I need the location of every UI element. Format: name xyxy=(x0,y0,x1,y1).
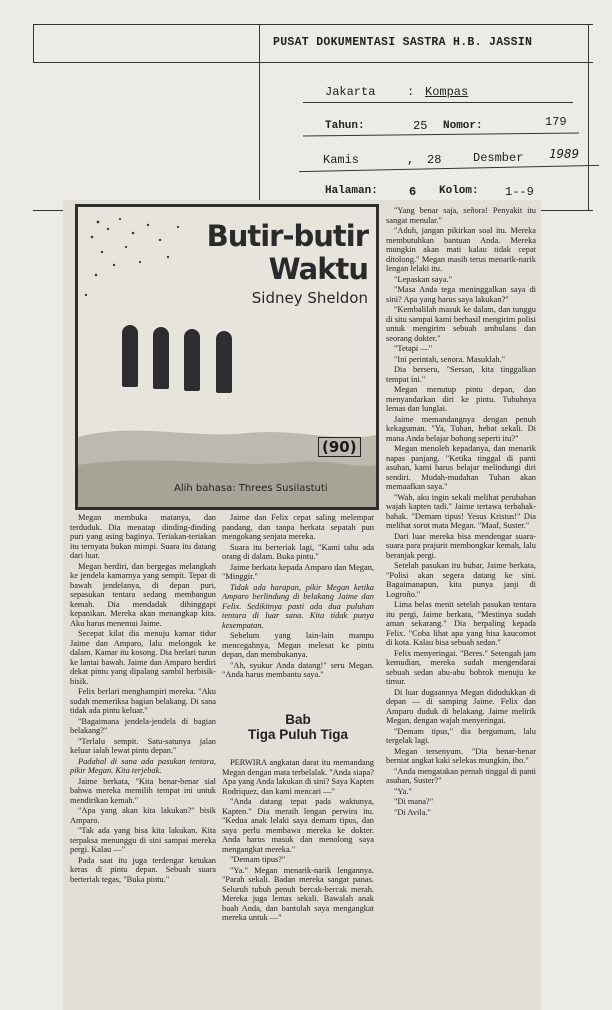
city-label: Jakarta xyxy=(325,85,376,99)
paragraph: Setelah pasukan itu bubar, Jaime berkata, "Polisi akan segera datang ke sini. Bagaimanapun, kita punya janji di Logroño." xyxy=(386,561,536,599)
text-column-2 xyxy=(222,513,374,705)
nomor-label: Nomor: xyxy=(443,120,483,132)
kolom-value: 1--9 xyxy=(505,185,534,199)
serial-title-line1: Butir-butir xyxy=(206,219,368,253)
paragraph: "Ah, syukur Anda datang!" seru Megan. "Anda harus membantu saya." xyxy=(222,660,374,679)
paragraph: "Wah, aku ingin sekali melihat perubahan wajah kapten tadi." Jaime tertawa terbahak-bahak. "Demam tipus! Yesus Kristus!" Dia melihat sorot mata Megan. "Maaf, Suster." xyxy=(386,492,536,530)
form-border xyxy=(259,24,260,210)
paragraph: "Kembalilah masuk ke dalam, dan tunggu di situ sampai kami berhasil mengirim polisi untuk mengirim sebuah ambulans dan seorang dokter." xyxy=(386,305,536,343)
paragraph: Sebelum yang lain-lain mampu mencegahnya, Megan melesat ke pintu depan, dan membukanya. xyxy=(222,631,374,659)
paragraph: "Demam tipus," dia bergumam, lalu tergelak lagi. xyxy=(386,726,536,745)
figure-silhouette xyxy=(216,331,232,393)
figure-silhouette xyxy=(153,327,169,389)
paragraph: "Di Avila." xyxy=(394,807,431,817)
figure-silhouette xyxy=(184,329,200,391)
paragraph: Tidak ada harapan, pikir Megan ketika Amparo berlindung di belakang Jaime dan Felix. Sedikitnya pasti ada dua puluhan tentara di luar sana. Kita tidak punya kesempatan. xyxy=(222,582,374,630)
paragraph: Lima belas menit setelah pasukan tentara itu pergi, Jaime berkata, "Mestinya sudah aman sekarang." Dia berpaling kepada Felix. "Coba lihat apa yang bisa kaucomot di kota. Kalau bisa sebuah sedan." xyxy=(386,600,536,647)
kolom-label: Kolom: xyxy=(439,185,479,197)
date-month: Desmber xyxy=(473,151,524,165)
text-column-2-continued xyxy=(222,758,374,1008)
paragraph: Megan berdiri, dan bergegas melangkah ke jendela kamarnya yang sempit. Tepat di bawah jendelanya, di depan puri, sepasukan tentara sedang membangun kemah. Dia mendadak dihinggapi kepanikan. Mereka akan menangkap kita. Aku harus menemui Jaime. xyxy=(70,561,216,628)
form-rule xyxy=(33,24,593,25)
form-rule xyxy=(33,62,593,63)
paragraph: "Anda mengatakan pernah tinggal di panti asuhan, Suster?" xyxy=(386,766,536,785)
paragraph: Padahal di sana ada pasukan tentara, pikir Megan. Kita terjebak. xyxy=(70,756,216,775)
paragraph: Megan menutup pintu depan, dan menyandarkan diri ke pintu. Tubuhnya lemas dan lunglai. xyxy=(386,385,536,413)
paragraph: Dari luar mereka bisa mendengar suara-suara para prajurit membongkar kemah, lalu beranjak pergi. xyxy=(386,531,536,560)
paragraph: PERWIRA angkatan darat itu memandang Megan dengan mata terbelalak. "Anda siapa? Apa yang Anda lakukan di sini? Saya Kapten Rodriquez, dan kami mencari —" xyxy=(222,758,374,796)
city-separator: : xyxy=(407,85,415,99)
paragraph: Jaime dan Felix cepat saling melempar pandang, dan tanpa berkata sepatah pun mengokang senjata mereka. xyxy=(222,513,374,541)
form-underline xyxy=(303,133,579,137)
paragraph: "Tak ada yang bisa kita lakukan. Kita terpaksa menunggu di sini sampai mereka pergi. Kalau —" xyxy=(70,826,216,854)
paragraph: "Demam tipus?" xyxy=(230,855,286,864)
paragraph: "Di mana?" xyxy=(394,797,434,806)
paragraph: Dia berseru, "Sersan, kita tinggalkan tempat ini." xyxy=(386,365,536,384)
form-underline xyxy=(303,102,573,103)
nomor-value: 179 xyxy=(545,115,567,129)
paragraph: Megan tersenyum. "Dia benar-benar berniat angkat kaki selekas mungkin, iho." xyxy=(386,746,536,765)
newspaper-name: Kompas xyxy=(425,85,469,99)
paragraph: "Ya." Megan menarik-narik lengannya. "Parah sekali. Badan mereka sangat panas. Seluruh tubuh penuh bercak-bercak merah. Mereka juga lemas sekali. Bawalah anak buah Anda, dan bantulah saya mengangkat mereka untuk —" xyxy=(222,865,374,922)
date-year: 1989 xyxy=(549,146,580,161)
tahun-value: 25 xyxy=(413,119,428,133)
paragraph: "Anda datang tepat pada waktunya, Kapten." Dia meraih lengan perwira itu. "Kedua anak lelaki saya demam tipus, dan saya perlu membawa mereka ke dokter. Anda harus masuk dan menolong saya mengangkat mereka." xyxy=(222,797,374,854)
paragraph: "Apa yang akan kita lakukan?" bisik Amparo. xyxy=(70,806,216,825)
documentation-form xyxy=(33,22,593,214)
figure-silhouette xyxy=(122,325,138,387)
text-column-3 xyxy=(386,206,536,1008)
paragraph: Jaime berkata kepada Amparo dan Megan, "Minggir." xyxy=(222,562,374,581)
halaman-label: Halaman: xyxy=(325,185,378,197)
halaman-value: 6 xyxy=(409,185,417,199)
paragraph: Suara itu berteriak lagi, "Kami tahu ada orang di dalam. Buka pintu." xyxy=(222,542,374,561)
paragraph: "Yang benar saja, señora! Penyakit itu sangat menular." xyxy=(386,206,536,225)
paragraph: "Lepaskan saya." xyxy=(394,274,452,284)
tahun-label: Tahun: xyxy=(325,120,365,132)
translator-credit: Alih bahasa: Threes Susilastuti xyxy=(174,483,328,494)
serial-title-line2: Waktu xyxy=(268,252,368,286)
serial-author: Sidney Sheldon xyxy=(251,289,368,307)
serial-banner xyxy=(75,204,379,510)
paragraph: Pada saat itu juga terdengar ketukan keras di pintu depan. Sebuah suara berteriak tegas, "Buka pintu." xyxy=(70,855,216,884)
paragraph: "Bagaimana jendela-jendela di bagian belakang?" xyxy=(70,716,216,735)
paragraph: "Terlalu sempit. Satu-satunya jalan keluar ialah lewat pintu depan." xyxy=(70,736,216,755)
paragraph: Felix berlari menghampiri mereka. "Aku sudah memeriksa bagian belakang. Di sana tidak ada pintu keluar." xyxy=(70,687,216,715)
day-label: Kamis xyxy=(323,153,360,167)
paragraph: "Masa Anda tega meninggalkan saya di sini? Apa yang harus saya lakukan?" xyxy=(386,285,536,304)
date-separator: , xyxy=(407,153,415,167)
paragraph: Jaime berkata, "Kita benar-benar sial bahwa mereka memilih tempat ini untuk mendirikan kemah." xyxy=(70,776,216,805)
paragraph: Secepat kilat dia menuju kamar tidur Jaime dan Amparo, lalu melongok ke dalam. Kamar itu kosong. Dia berlari turun ke lantai bawah. Jaime dan Amparo berdiri dekat pintu yang dipalang sambil berbisik-bisik. xyxy=(70,629,216,686)
paragraph: Felix menyeringai. "Beres." Setengah jam kemudian, mereka sudah mengendarai sebuah sedan abu-abu bobrok menuju ke timur. xyxy=(386,648,536,686)
chapter-label: Bab xyxy=(285,712,311,727)
paragraph: "Ini perintah, senora. Masuklah." xyxy=(394,354,506,364)
paragraph: Jaime memandangnya dengan penuh kekaguman. "Ya, Tuhan, hebat sekali. Di mana Anda belajar bohong seperti itu?" xyxy=(386,414,536,443)
date-day: 28 xyxy=(427,153,442,167)
paragraph: Di luar dugaannya Megan didudukkan di depan — di samping Jaime. Felix dan Amparo duduk di belakang. Jaime melirik Megan, dengan wajah menyeringai. xyxy=(386,687,536,725)
paragraph: "Ya." xyxy=(394,786,412,796)
paragraph: Megan menoleh kepadanya, dan menarik napas panjang. "Ketika tinggal di panti asuhan, kami harus belajar melindungi diri sendiri. Mudah-mudahan Tuhan akan memaafkan saya." xyxy=(386,444,536,491)
paragraph: Megan membuka matanya, dan terduduk. Dia menatap dinding-dinding puri yang asing baginya. Teriakan-teriakan itu ternyata bukan mimpi. Suara itu datang dari luar. xyxy=(70,513,216,560)
text-column-1 xyxy=(70,513,216,1008)
form-border xyxy=(33,24,34,62)
paragraph: "Aduh, jangan pikirkan soal itu. Mereka membutuhkan bantuan Anda. Mereka mungkin akan mati kalau tidak cepat ditolong." Megan masih terus menarik-narik lengan lelaki itu. xyxy=(386,226,536,273)
chapter-number: Tiga Puluh Tiga xyxy=(247,727,348,742)
form-border xyxy=(588,24,589,210)
paragraph: "Tetapi —" xyxy=(394,344,433,353)
episode-number: (90) xyxy=(318,437,361,457)
institution-name: PUSAT DOKUMENTASI SASTRA H.B. JASSIN xyxy=(273,36,533,49)
chapter-heading xyxy=(222,712,374,742)
